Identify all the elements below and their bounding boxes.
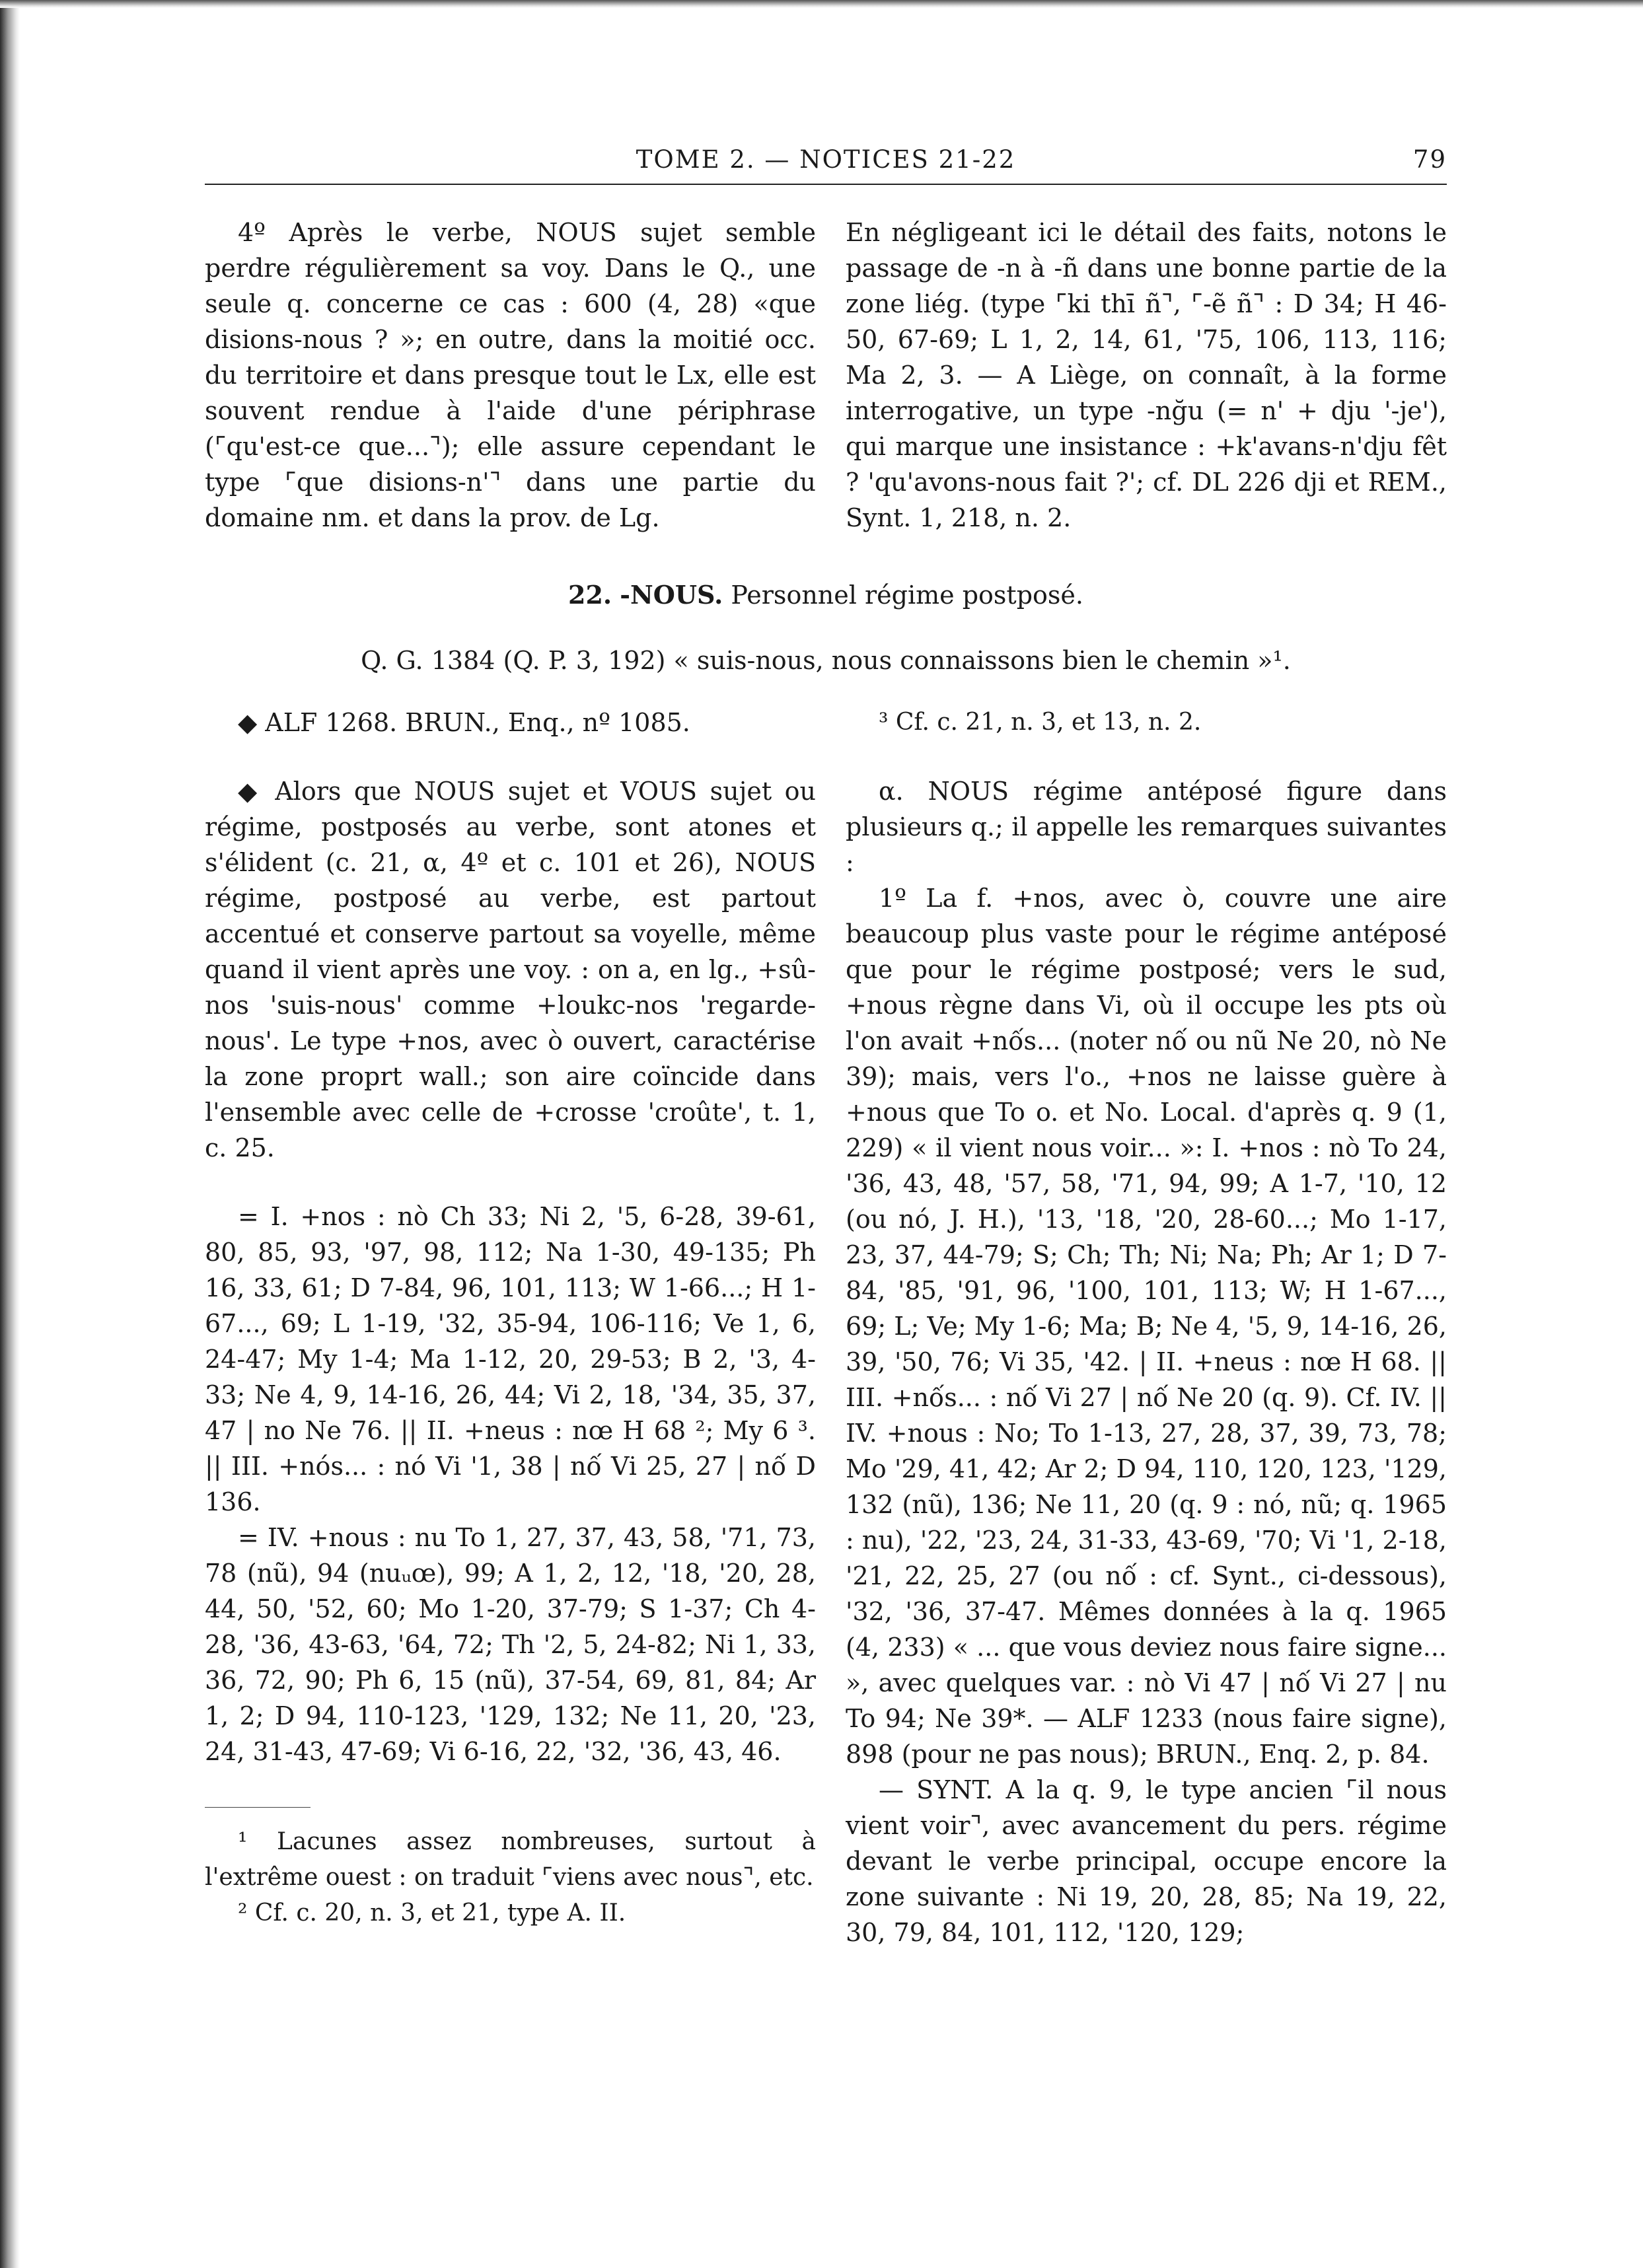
- paragraph-text: = IV. +nous : nu To 1, 27, 37, 43, 58, '71, 73, 78 (nũ), 94 (nuᵤœ), 99; A 1, 2, 12, '18, '20, 28, 44, 50, '52, 60; Mo 1-20, 37-79; S 1-37; Ch 4-28, '36, 43-63, '64, 72; Th '2, 5, 24-82; Ni 1, 33, 36, 72, 90; Ph 6, 15 (nũ), 37-54, 69, 81, 84; Ar 1, 2; D 94, 110-123, '129, 132; Ne 11, 20, '23, 24, 31-43, 47-69; Vi 6-16, 22, '32, '36, 43, 46.: [205, 1523, 816, 1766]
- left-column: [205, 705, 816, 1769]
- paragraph-text: α. NOUS régime antéposé figure dans plusieurs q.; il appelle les remarques suivantes :: [846, 777, 1447, 877]
- right-column: [846, 705, 1447, 1950]
- header-title: TOME 2. — NOTICES 21-22: [636, 145, 1016, 174]
- footnotes: [205, 1824, 816, 1931]
- footnote-2: ² Cf. c. 20, n. 3, et 21, type A. II.: [238, 1899, 626, 1927]
- paragraph-text: 4º Après le verbe, NOUS sujet semble perdre régulièrement sa voy. Dans le Q., une seule q. concerne ce cas : 600 (4, 28) «que disions-nous ? »; en outre, dans la moitié occ. du territoire et dans presque tout le Lx, elle est souvent rendue à l'aide d'une périphrase (⌜qu'est-ce que...⌝); elle assure cependant le type ⌜que disions-n'⌝ dans une partie du domaine nm. et dans la prov. de Lg.: [205, 218, 816, 532]
- paragraph-text: En négligeant ici le détail des faits, notons le passage de -n à -ñ dans une bonne partie de la zone liég. (type ⌜ki thī ñ⌝, ⌜-ẽ ñ⌝ : D 34; H 46-50, 67-69; L 1, 2, 14, 61, '75, 106, 113, 116; Ma 2, 3. — A Liège, on connaît, à la forme interrogative, un type -nğu (= n' + dju '-je'), qui marque une insistance : +k'avans-n'dju fêt ? 'qu'avons-nous fait ?'; cf. DL 226 dji et REM., Synt. 1, 218, n. 2.: [846, 218, 1447, 532]
- page-top-edge: [0, 0, 1643, 8]
- paragraph-text: — SYNT. A la q. 9, le type ancien ⌜il nous vient voir⌝, avec avancement du pers. régime devant le verbe principal, occupe encore la zone suivante : Ni 19, 20, 28, 85; Na 19, 22, 30, 79, 84, 101, 112, '120, 129;: [846, 1775, 1447, 1947]
- question-line: Q. G. 1384 (Q. P. 3, 192) « suis-nous, nous connaissons bien le chemin »¹.: [361, 646, 1291, 675]
- top-left-paragraph: [205, 215, 816, 536]
- page-number: 79: [1412, 145, 1447, 174]
- paragraph-text: = I. +nos : nò Ch 33; Ni 2, '5, 6-28, 39-61, 80, 85, 93, '97, 98, 112; Na 1-30, 49-135; Ph 16, 33, 61; D 7-84, 96, 101, 113; W 1-66...; H 1-67..., 69; L 1-19, '32, 35-94, 106-116; Ve 1, 6, 24-47; My 1-4; Ma 1-12, 20, 29-53; B 2, '3, 4-33; Ne 4, 9, 14-16, 26, 44; Vi 2, 18, '34, 35, 37, 47 | no Ne 76. || II. +neus : nœ H 68 ²; My 6 ³. || III. +nós... : nó Vi '1, 38 | nố Vi 25, 27 | nố D 136.: [205, 1202, 816, 1516]
- page-edge-shadow: [0, 0, 20, 2268]
- footnote-3: ³ Cf. c. 21, n. 3, et 13, n. 2.: [879, 709, 1202, 736]
- references: ◆ ALF 1268. BRUN., Enq., nº 1085.: [238, 708, 690, 737]
- header-rule: [205, 184, 1447, 185]
- heading-number: 22.: [568, 580, 612, 610]
- heading-description: Personnel régime postposé.: [731, 581, 1083, 610]
- footnote-1: ¹ Lacunes assez nombreuses, surtout à l'extrême ouest : on traduit ⌜viens avec nous⌝, etc.: [205, 1828, 816, 1891]
- running-header: [205, 145, 1447, 185]
- paragraph-text: ◆ Alors que NOUS sujet et VOUS sujet ou régime, postposés au verbe, sont atones et s'élident (c. 21, α, 4º et c. 101 et 26), NOUS régime, postposé au verbe, est partout accentué et conserve partout sa voyelle, même quand il vient après une voy. : on a, en lg., +sû-nos 'suis-nous' comme +loukc-nos 'regarde-nous'. Le type +nos, avec ò ouvert, caractérise la zone proprt wall.; son aire coïncide dans l'ensemble avec celle de +crosse 'croûte', t. 1, c. 25.: [205, 777, 816, 1162]
- top-right-paragraph: [846, 215, 1447, 536]
- heading-word: -NOUS.: [620, 580, 723, 610]
- paragraph-text: 1º La f. +nos, avec ò, couvre une aire beaucoup plus vaste pour le régime antéposé que pour le régime postposé; vers le sud, +nous règne dans Vi, où il occupe les pts où l'on avait +nốs... (noter nố ou nũ Ne 20, nò Ne 39); mais, vers l'o., +nos ne laisse guère à +nous que To o. et No. Local. d'après q. 9 (1, 229) « il vient nous voir... »: I. +nos : nò To 24, '36, 43, 48, '57, 58, '71, 94, 99; A 1-7, '10, 12 (ou nó, J. H.), '13, '18, '20, 28-60...; Mo 1-17, 23, 37, 44-79; S; Ch; Th; Ni; Na; Ph; Ar 1; D 7-84, '85, '91, 96, '100, 101, 113; W; H 1-67..., 69; L; Ve; My 1-6; Ma; B; Ne 4, '5, 9, 14-16, 26, 39, '50, 76; Vi 35, '42. | II. +neus : nœ H 68. || III. +nốs... : nố Vi 27 | nố Ne 20 (q. 9). Cf. IV. || IV. +nous : No; To 1-13, 27, 28, 37, 39, 73, 78; Mo '29, 41, 42; Ar 2; D 94, 110, 120, 123, '129, 132 (nũ), 136; Ne 11, 20 (q. 9 : nó, nũ; q. 1965 : nu), '22, '23, 24, 31-33, 43-69, '70; Vi '1, 2-18, '21, 22, 25, 27 (ou nố : cf. Synt., ci-dessous), '32, '36, 37-47. Mêmes données à la q. 1965 (4, 233) « ... que vous deviez nous faire signe... », avec quelques var. : nò Vi 47 | nố Vi 27 | nu To 94; Ne 39*. — ALF 1233 (nous faire signe), 898 (pour ne pas nous); BRUN., Enq. 2, p. 84.: [846, 884, 1447, 1769]
- section-heading: [205, 580, 1447, 610]
- footnote-rule: [205, 1807, 310, 1808]
